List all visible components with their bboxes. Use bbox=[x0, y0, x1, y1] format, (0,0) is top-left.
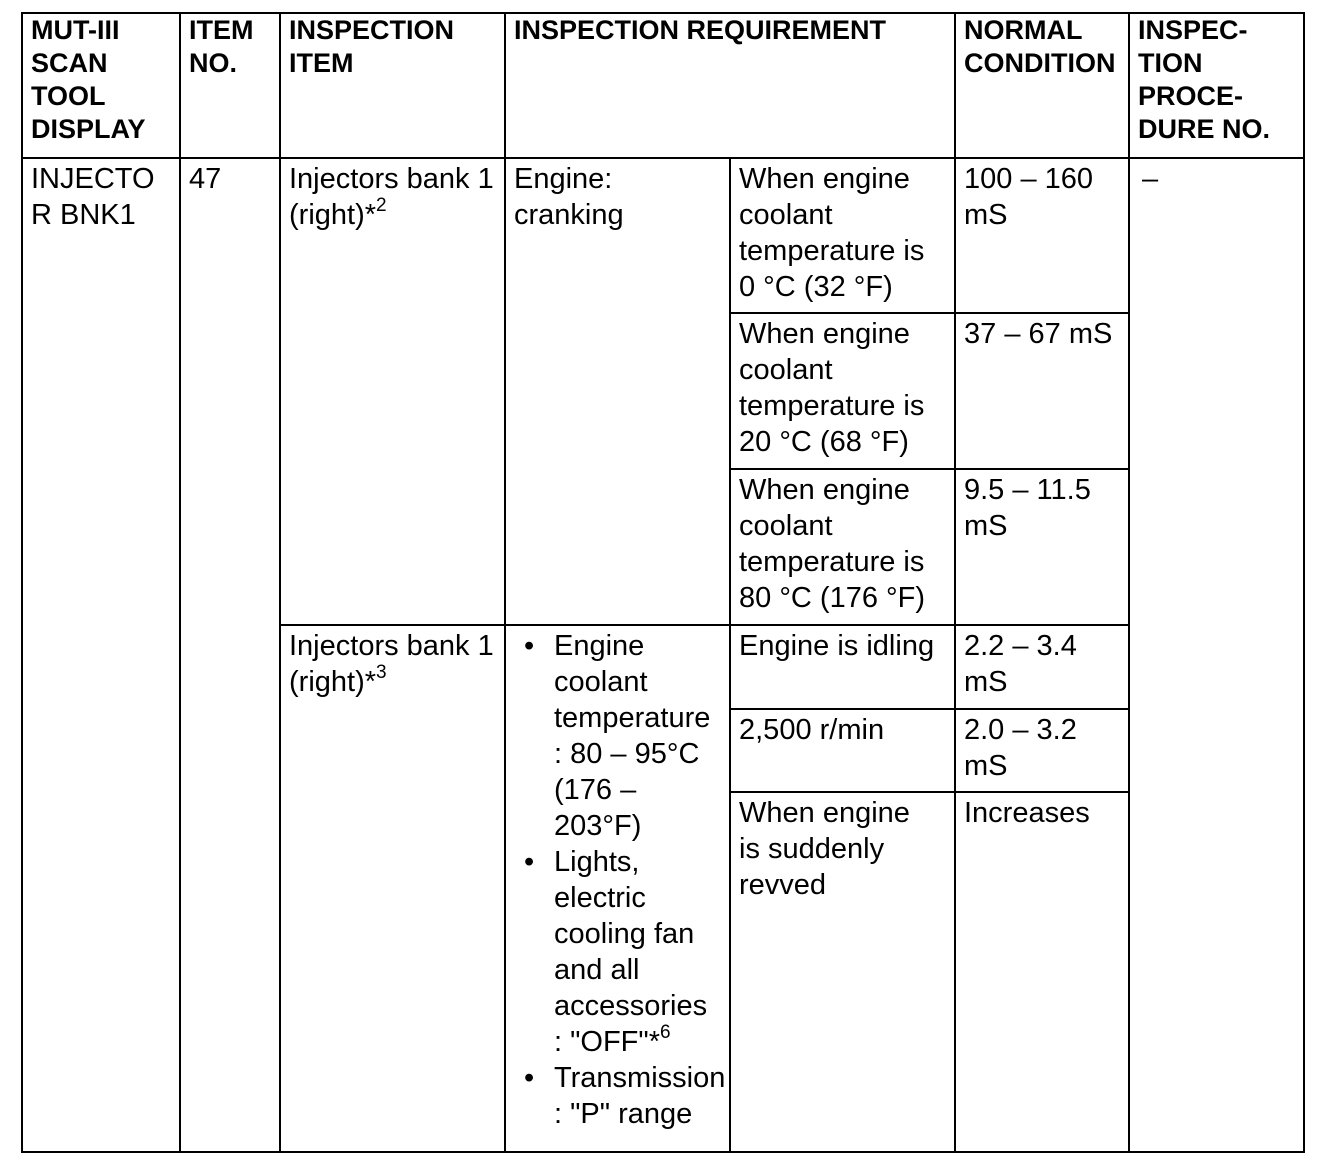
normal-condition-cell: 37 – 67 mS bbox=[955, 313, 1129, 469]
normal-condition-cell: 2.0 – 3.2 mS bbox=[955, 709, 1129, 792]
condition-cell: Engine is idling bbox=[730, 625, 955, 709]
footnote-ref: 6 bbox=[659, 1022, 671, 1044]
condition-cell: When engine coolant temperature is 0 °C (32 °F) bbox=[730, 158, 955, 313]
list-item: • Engine coolant temperature : 80 – 95°C (176 – 203°F) bbox=[524, 630, 711, 842]
normal-condition-cell: 2.2 – 3.4 mS bbox=[955, 625, 1129, 709]
inspection-item-text: Injectors bank 1 (right)* bbox=[289, 630, 494, 698]
condition-cell: When engine coolant temperature is 80 °C (176 °F) bbox=[730, 469, 955, 625]
list-item: • Transmission : "P" range bbox=[524, 1062, 726, 1130]
requirement-cell: Engine: cranking bbox=[505, 158, 730, 625]
header-row bbox=[22, 13, 1304, 158]
header-item-no: ITEM NO. bbox=[180, 13, 280, 158]
header-display: MUT-III SCAN TOOL DISPLAY bbox=[22, 13, 180, 158]
inspection-item-cell bbox=[280, 158, 505, 625]
bullet-icon: • bbox=[524, 846, 535, 878]
list-item: • Lights, electric cooling fan and all accessories : "OFF"*$^6$ bbox=[524, 846, 708, 1058]
normal-condition-cell: 100 – 160 mS bbox=[955, 158, 1129, 313]
bullet-icon: • bbox=[524, 630, 535, 662]
procedure-no-cell bbox=[1129, 158, 1304, 1152]
condition-cell: When engine is suddenly revved bbox=[730, 792, 955, 1152]
header-inspection-item: INSPECTION ITEM bbox=[280, 13, 505, 158]
inspection-item-cell bbox=[280, 625, 505, 1152]
requirement-bullet-list bbox=[514, 628, 726, 1132]
footnote-ref: 3 bbox=[376, 662, 387, 684]
condition-cell: 2,500 r/min bbox=[730, 709, 955, 792]
header-inspection-requirement: INSPECTION REQUIREMENT bbox=[505, 13, 955, 158]
requirement-cell bbox=[505, 625, 730, 1152]
bullet-icon: • bbox=[524, 1062, 535, 1094]
header-procedure-no: INSPEC- TION PROCE- DURE NO. bbox=[1129, 13, 1304, 158]
table-row bbox=[22, 158, 1304, 313]
item-no-cell: 47 bbox=[180, 158, 280, 1152]
condition-cell: When engine coolant temperature is 20 °C (68 °F) bbox=[730, 313, 955, 469]
procedure-no-value: – bbox=[1142, 163, 1159, 195]
inspection-item-text: Injectors bank 1 (right)* bbox=[289, 163, 494, 231]
inspection-table bbox=[21, 12, 1305, 1153]
footnote-ref: 2 bbox=[376, 195, 387, 217]
header-normal-condition: NORMAL CONDITION bbox=[955, 13, 1129, 158]
scan-tool-display-cell: INJECTO R BNK1 bbox=[22, 158, 180, 1152]
normal-condition-cell: 9.5 – 11.5 mS bbox=[955, 469, 1129, 625]
normal-condition-cell: Increases bbox=[955, 792, 1129, 1152]
